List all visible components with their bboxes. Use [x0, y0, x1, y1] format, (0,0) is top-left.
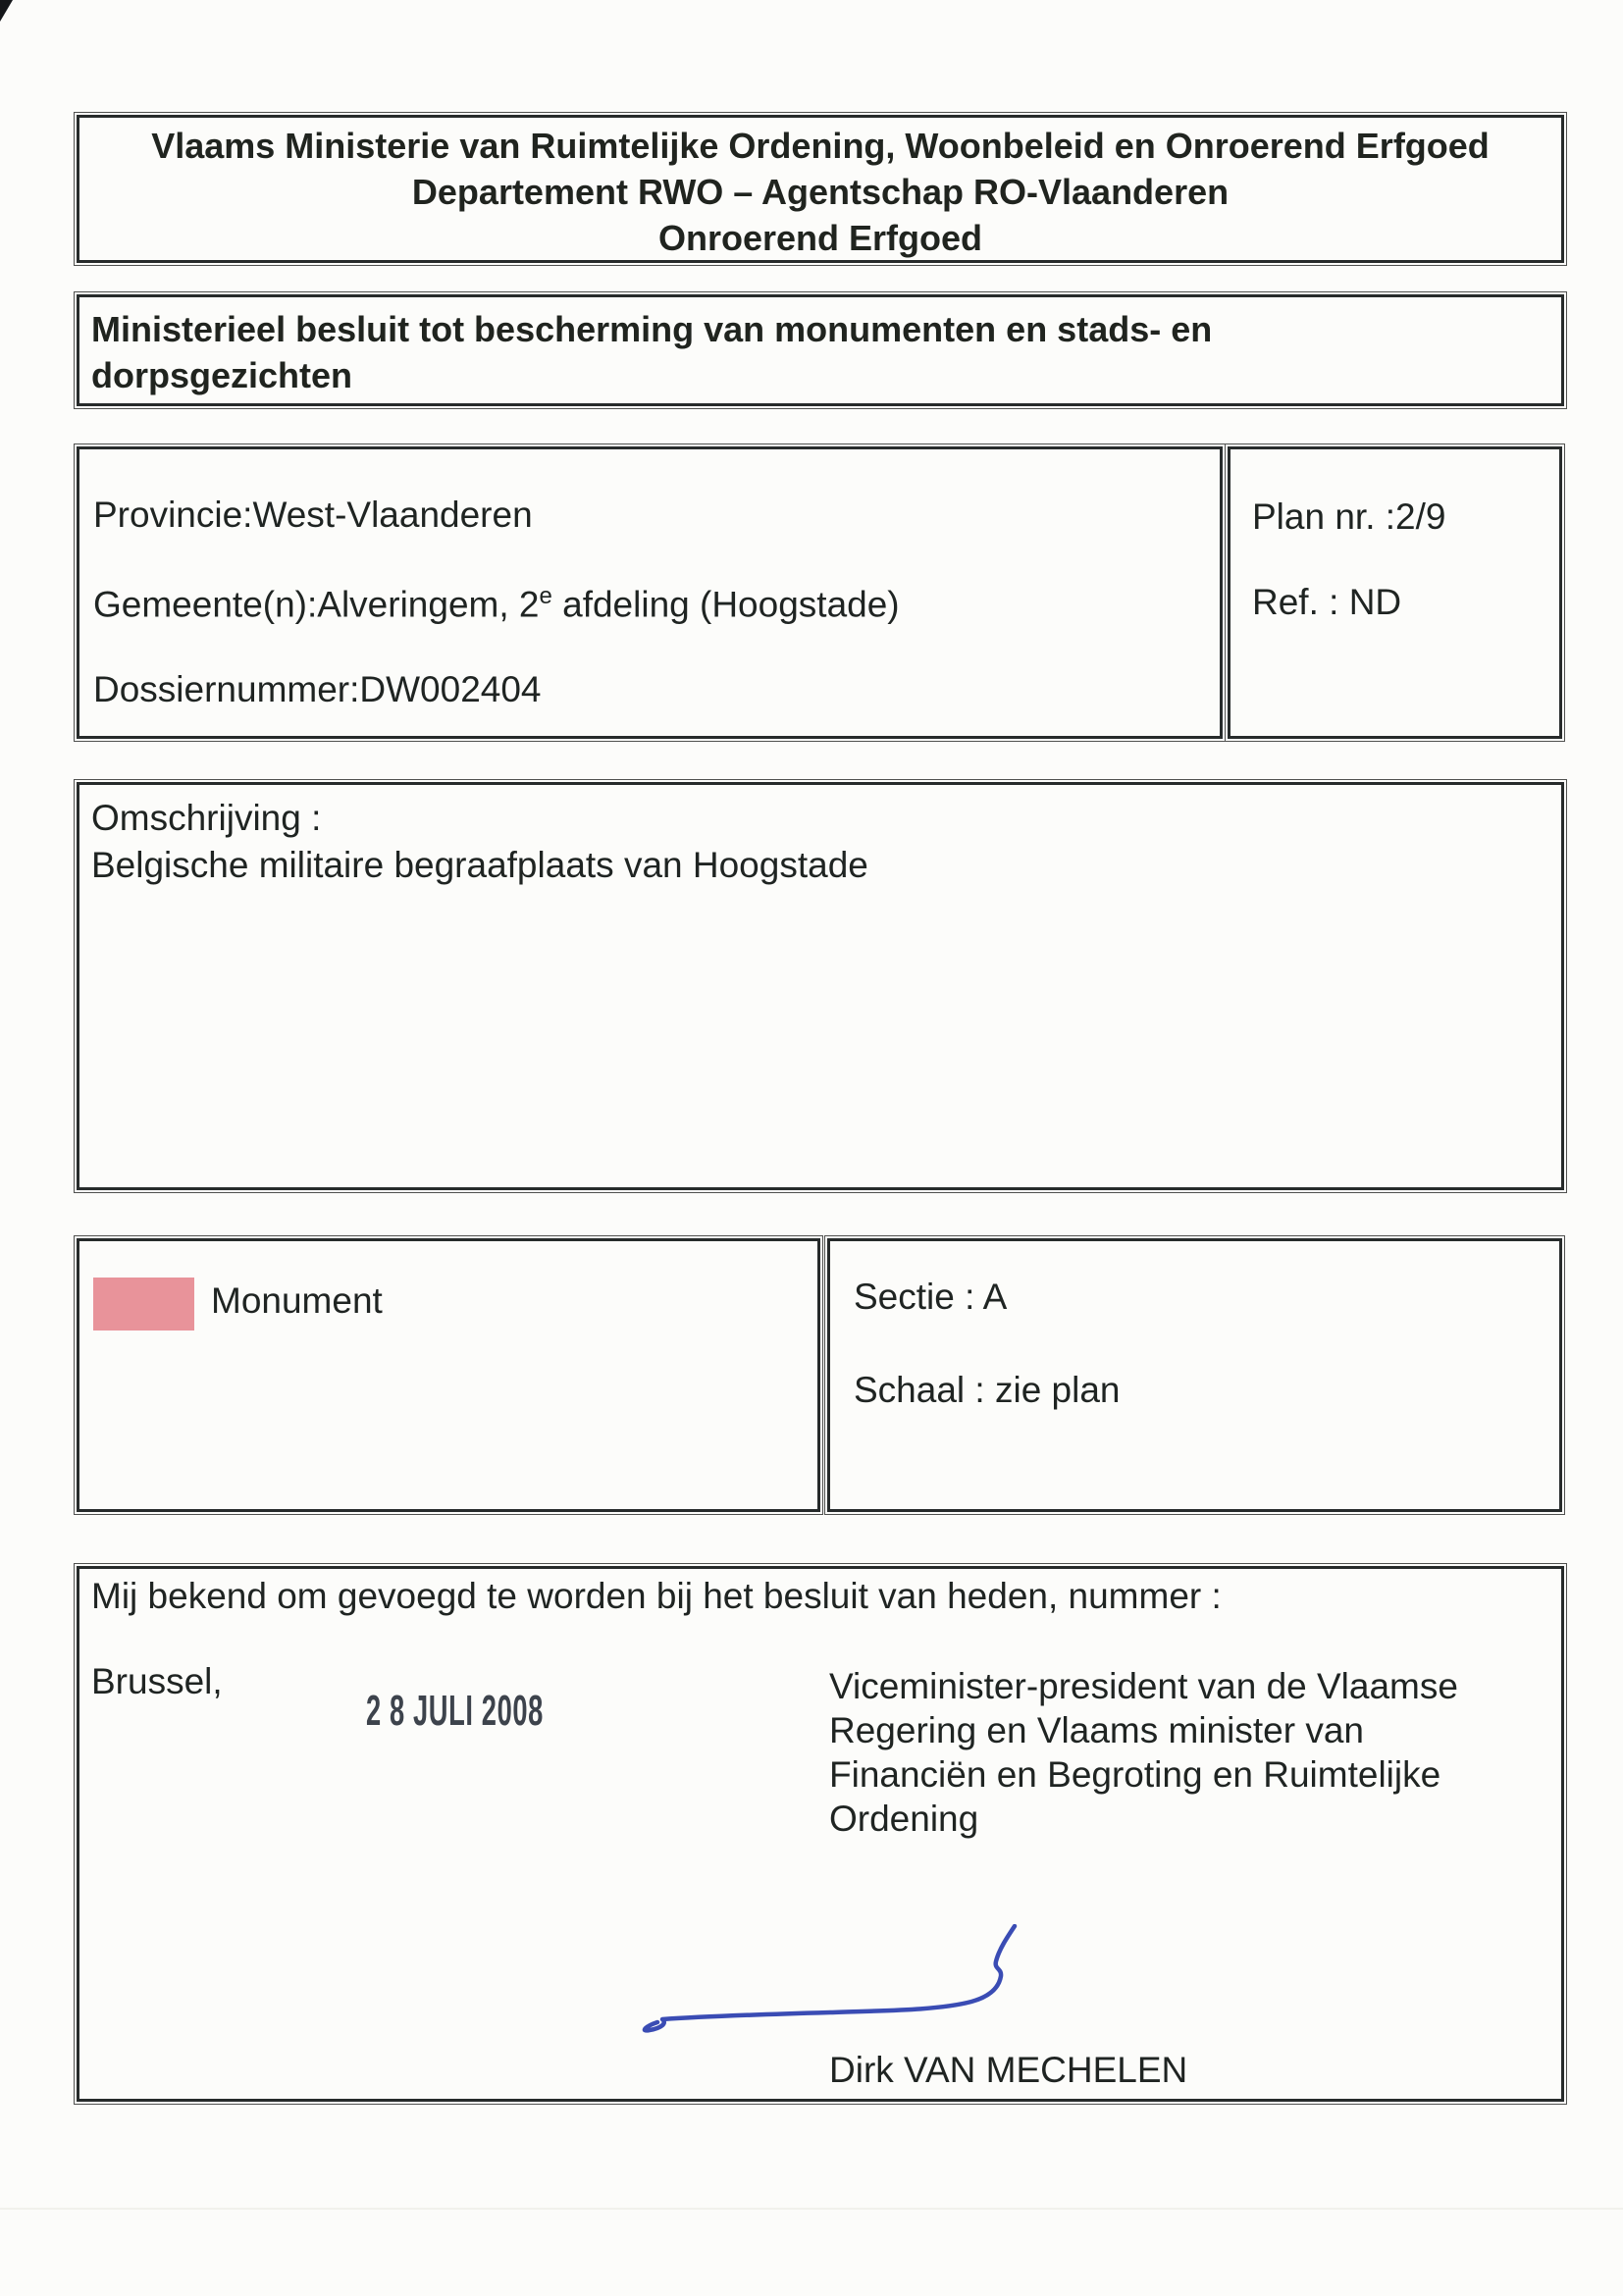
minister-title-block	[829, 1664, 1458, 1841]
minister-title-line-2: Regering en Vlaams minister van	[829, 1710, 1364, 1750]
title-box	[77, 294, 1564, 406]
legend-monument-box	[77, 1238, 820, 1512]
legend-details-box	[827, 1238, 1562, 1512]
municipality-prefix: Gemeente(n):Alveringem, 2	[93, 584, 540, 625]
monument-swatch	[93, 1278, 194, 1331]
minister-title-line-4: Ordening	[829, 1799, 979, 1839]
info-box-right	[1228, 446, 1562, 739]
header-line-3: Onroerend Erfgoed	[657, 218, 983, 258]
municipality-superscript: e	[539, 583, 552, 609]
decree-intro-line: Mij bekend om gevoegd te worden bij het besluit van heden, nummer :	[91, 1576, 1222, 1616]
municipality-line	[93, 583, 900, 625]
signature-stroke	[634, 1924, 1061, 2040]
reference-line: Ref. : ND	[1252, 582, 1402, 622]
signer-name: Dirk VAN MECHELEN	[829, 2050, 1188, 2090]
sectie-line: Sectie : A	[854, 1277, 1008, 1317]
title-line-2: dorpsgezichten	[91, 355, 353, 395]
decree-box	[77, 1566, 1564, 2102]
dossier-number-line: Dossiernummer:DW002404	[93, 669, 542, 709]
title-line-1: Ministerieel besluit tot bescherming van monumenten en stads- en	[91, 309, 1213, 349]
signature-path	[645, 1926, 1015, 2030]
schaal-line: Schaal : zie plan	[854, 1370, 1121, 1410]
description-label: Omschrijving :	[91, 798, 322, 838]
plan-number-line: Plan nr. :2/9	[1252, 496, 1446, 537]
city-label: Brussel,	[91, 1661, 223, 1701]
header-box	[77, 115, 1564, 263]
description-value: Belgische militaire begraafplaats van Hoogstade	[91, 845, 868, 885]
info-box-left	[77, 446, 1223, 739]
municipality-suffix: afdeling (Hoogstade)	[551, 584, 900, 625]
header-line-1: Vlaams Ministerie van Ruimtelijke Ordening, Woonbeleid en Onroerend Erfgoed	[151, 126, 1490, 166]
header-line-2: Departement RWO – Agentschap RO-Vlaanderen	[411, 172, 1230, 212]
monument-label: Monument	[211, 1280, 383, 1321]
description-box	[77, 782, 1564, 1190]
minister-title-line-1: Viceminister-president van de Vlaamse	[829, 1666, 1458, 1706]
scan-corner-artifact	[0, 0, 13, 22]
province-line: Provincie:West-Vlaanderen	[93, 495, 533, 535]
minister-title-line-3: Financiën en Begroting en Ruimtelijke	[829, 1754, 1441, 1795]
date-stamp: 2 8 JULI 2008	[366, 1687, 544, 1735]
scan-line-artifact	[0, 2208, 1623, 2210]
